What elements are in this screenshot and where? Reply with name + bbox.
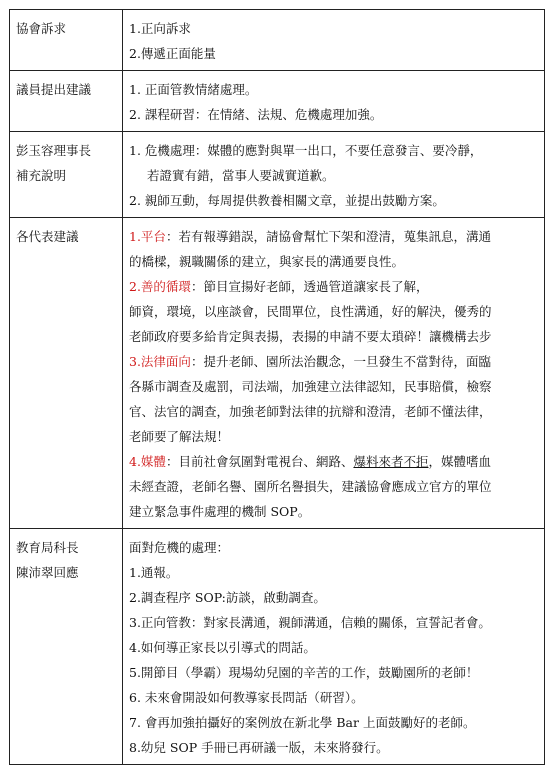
item-heading: 1.平台	[129, 229, 166, 244]
content-line: 若證實有錯，當事人要誠實道歉。	[147, 168, 335, 183]
content-line: 2.善的循環：節目宣揚好老師，透過管道讓家長了解，	[129, 279, 429, 294]
label-text: 議員提出建議	[16, 82, 92, 97]
row-content	[123, 529, 545, 765]
content-line: 8.幼兒 SOP 手冊已再研議一版，未來將發行。	[129, 740, 389, 755]
row-content	[123, 218, 545, 529]
content-line: 2.調查程序 SOP:訪談，啟動調查。	[129, 590, 326, 605]
label-text: 各代表建議	[16, 229, 79, 244]
row-content	[123, 10, 545, 71]
content-line: 6. 未來會開設如何教導家長問話（研習）。	[129, 690, 364, 705]
table-row	[10, 218, 545, 529]
content-line: 未經查證，老師名譽、園所名譽損失，建議協會應成立官方的單位	[129, 479, 492, 494]
underlined-phrase: 爆料來者不拒	[353, 454, 429, 469]
content-line: 老師要了解法規！	[129, 429, 230, 444]
row-label	[10, 529, 123, 765]
content-line: 1. 危機處理：媒體的應對與單一出口，不要任意發言、要冷靜，	[129, 143, 483, 158]
content-line: 2. 親師互動，每周提供教養相關文章，並提出鼓勵方案。	[129, 193, 445, 208]
label-text: 教育局科長	[16, 540, 79, 555]
content-line: 5.開節目（學霸）現場幼兒園的辛苦的工作，鼓勵園所的老師！	[129, 665, 479, 680]
content-line: 2.傳遞正面能量	[129, 46, 216, 61]
content-line: 建立緊急事件處理的機制 SOP。	[129, 504, 311, 519]
content-line: 的橋樑，親職關係的建立，與家長的溝通要良性。	[129, 254, 405, 269]
item-heading: 2.善的循環	[129, 279, 191, 294]
table-row	[10, 529, 545, 765]
label-text: 陳沛翠回應	[16, 565, 79, 580]
row-content	[123, 71, 545, 132]
label-text: 協會訴求	[16, 21, 67, 36]
meeting-table	[9, 9, 545, 765]
content-line: 4.如何導正家長以引導式的問話。	[129, 640, 316, 655]
row-label	[10, 132, 123, 218]
row-label	[10, 71, 123, 132]
content-line: 2. 課程研習：在情緒、法規、危機處理加強。	[129, 107, 383, 122]
row-label	[10, 10, 123, 71]
content-line: 4.媒體：目前社會氛圍對電視台、網路、爆料來者不拒，媒體嗜血	[129, 454, 491, 469]
content-line: 1.平台：若有報導錯誤，請協會幫忙下架和澄清，蒐集訊息，溝通	[129, 229, 491, 244]
content-line: 各縣市調查及處罰，司法端，加強建立法律認知，民事賠償，檢察	[129, 379, 492, 394]
table-row	[10, 71, 545, 132]
item-heading: 3.法律面向	[129, 354, 191, 369]
row-content	[123, 132, 545, 218]
content-line: 官、法官的調查，加強老師對法律的抗辯和澄清，老師不懂法律，	[129, 404, 492, 419]
row-label	[10, 218, 123, 529]
content-line: 1. 正面管教情緒處理。	[129, 82, 258, 97]
content-line: 師資，環境，以座談會，民間單位，良性溝通，好的解決，優秀的	[129, 304, 492, 319]
label-text: 補充說明	[16, 168, 67, 183]
table-row	[10, 132, 545, 218]
table-row	[10, 10, 545, 71]
item-heading: 4.媒體	[129, 454, 166, 469]
content-line: 3.正向管教：對家長溝通，親師溝通，信賴的關係，宣誓記者會。	[129, 615, 491, 630]
content-line: 1.正向訴求	[129, 21, 191, 36]
label-text: 彭玉容理事長	[16, 143, 92, 158]
content-line: 面對危機的處理：	[129, 540, 230, 555]
content-line: 老師政府要多給肯定與表揚，表揚的申請不要太瑣碎！讓機構去步	[129, 329, 492, 344]
content-line: 3.法律面向：提升老師、園所法治觀念，一旦發生不當對待，面臨	[129, 354, 491, 369]
content-line: 1.通報。	[129, 565, 179, 580]
content-line: 7. 會再加強拍攝好的案例放在新北學 Bar 上面鼓勵好的老師。	[129, 715, 476, 730]
